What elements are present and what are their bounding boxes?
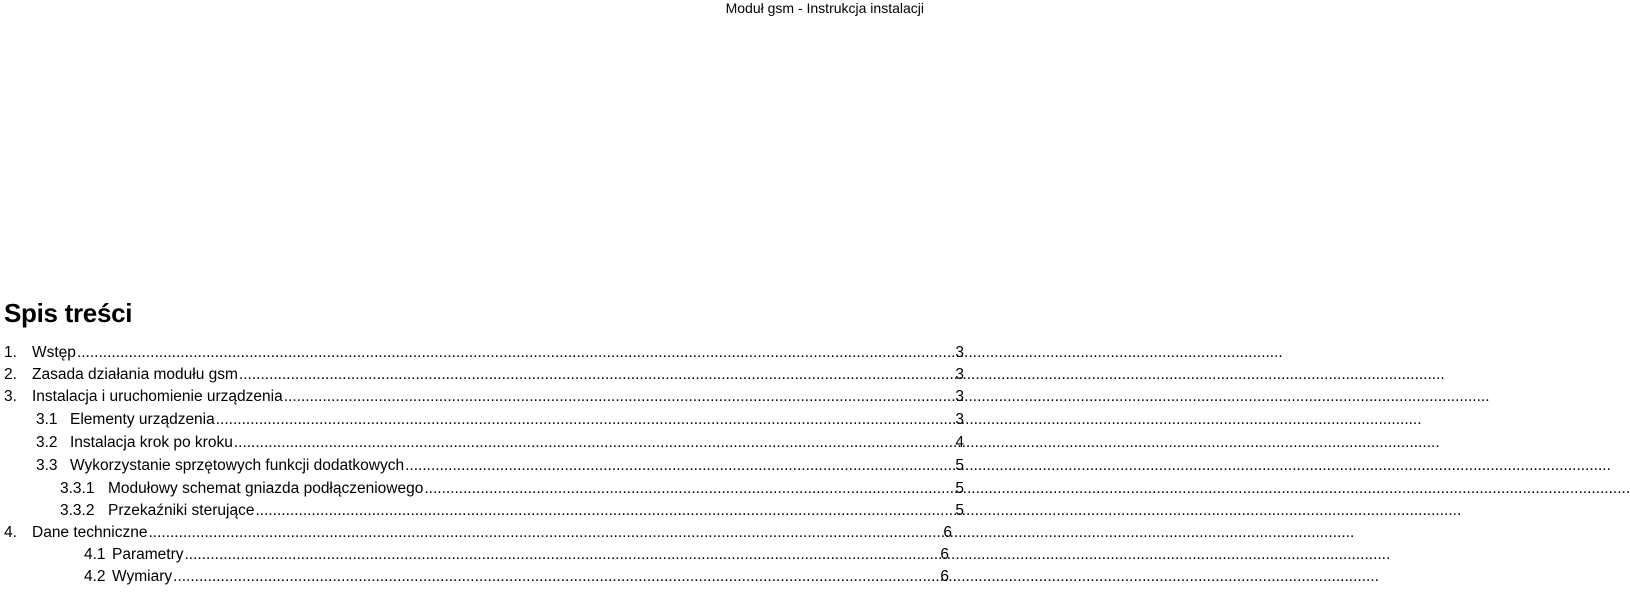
toc-entry-4-2[interactable]	[84, 566, 949, 588]
toc-entry-number: 4.1	[84, 546, 106, 563]
toc-title: Spis treści	[4, 298, 133, 328]
toc-entry-4[interactable]	[4, 522, 952, 544]
toc-entry-page: 4	[955, 434, 964, 451]
toc-entry-3-3-2[interactable]	[60, 500, 964, 522]
toc-entry-3-2[interactable]	[36, 432, 964, 454]
toc-entry-3[interactable]	[4, 386, 964, 408]
toc-dot-leader	[173, 566, 936, 588]
toc-entry-text: Instalacja krok po kroku	[70, 434, 233, 451]
toc-dot-leader	[239, 364, 951, 386]
toc-entry-number: 2.	[4, 366, 17, 383]
toc-dot-leader	[255, 500, 951, 522]
toc-entry-text: Parametry	[112, 546, 184, 563]
toc-dot-leader	[234, 432, 952, 454]
toc-entry-number: 3.	[4, 388, 17, 405]
toc-entry-number: 3.1	[36, 411, 58, 428]
toc-entry-number: 3.3	[36, 457, 58, 474]
toc-entry-text: Dane techniczne	[32, 524, 148, 541]
running-header: Moduł gsm - Instrukcja instalacji	[725, 0, 924, 16]
toc-entry-text: Modułowy schemat gniazda podłączeniowego	[108, 480, 424, 497]
toc-entry-3-3[interactable]	[36, 455, 964, 477]
toc-entry-text: Wstęp	[32, 344, 76, 361]
toc-entry-number: 4.	[4, 524, 17, 541]
toc-entry-number: 1.	[4, 344, 17, 361]
toc-entry-page: 3	[955, 344, 964, 361]
toc-dot-leader	[148, 522, 939, 544]
toc-entry-3-1[interactable]	[36, 409, 964, 431]
toc-entry-page: 5	[955, 480, 964, 497]
toc-dot-leader	[424, 478, 951, 500]
toc-entry-number: 3.3.1	[60, 480, 95, 497]
toc-entry-text: Wykorzystanie sprzętowych funkcji dodatkowych	[70, 457, 405, 474]
toc-entry-text: Elementy urządzenia	[70, 411, 215, 428]
toc-entry-page: 6	[940, 546, 949, 563]
toc-dot-leader	[185, 544, 937, 566]
toc-entry-number: 4.2	[84, 568, 106, 585]
toc-entry-page: 5	[955, 502, 964, 519]
toc-entry-text: Zasada działania modułu gsm	[32, 366, 238, 383]
toc-entry-text: Przekaźniki sterujące	[108, 502, 255, 519]
toc-entry-3-3-1[interactable]	[60, 478, 964, 500]
toc-dot-leader	[77, 342, 951, 364]
toc-entry-page: 6	[943, 524, 952, 541]
toc-dot-leader	[405, 455, 951, 477]
toc-entry-page: 3	[955, 411, 964, 428]
toc-entry-text: Wymiary	[112, 568, 173, 585]
toc-entry-1[interactable]	[4, 342, 964, 364]
toc-entry-page: 3	[955, 388, 964, 405]
toc-entry-page: 5	[955, 457, 964, 474]
toc-dot-leader	[216, 409, 952, 431]
toc-entry-text: Instalacja i uruchomienie urządzenia	[32, 388, 283, 405]
toc-entry-number: 3.3.2	[60, 502, 95, 519]
toc-entry-page: 3	[955, 366, 964, 383]
toc-entry-number: 3.2	[36, 434, 58, 451]
toc-dot-leader	[284, 386, 952, 408]
toc-entry-2[interactable]	[4, 364, 964, 386]
toc-entry-4-1[interactable]	[84, 544, 949, 566]
toc-entry-page: 6	[940, 568, 949, 585]
